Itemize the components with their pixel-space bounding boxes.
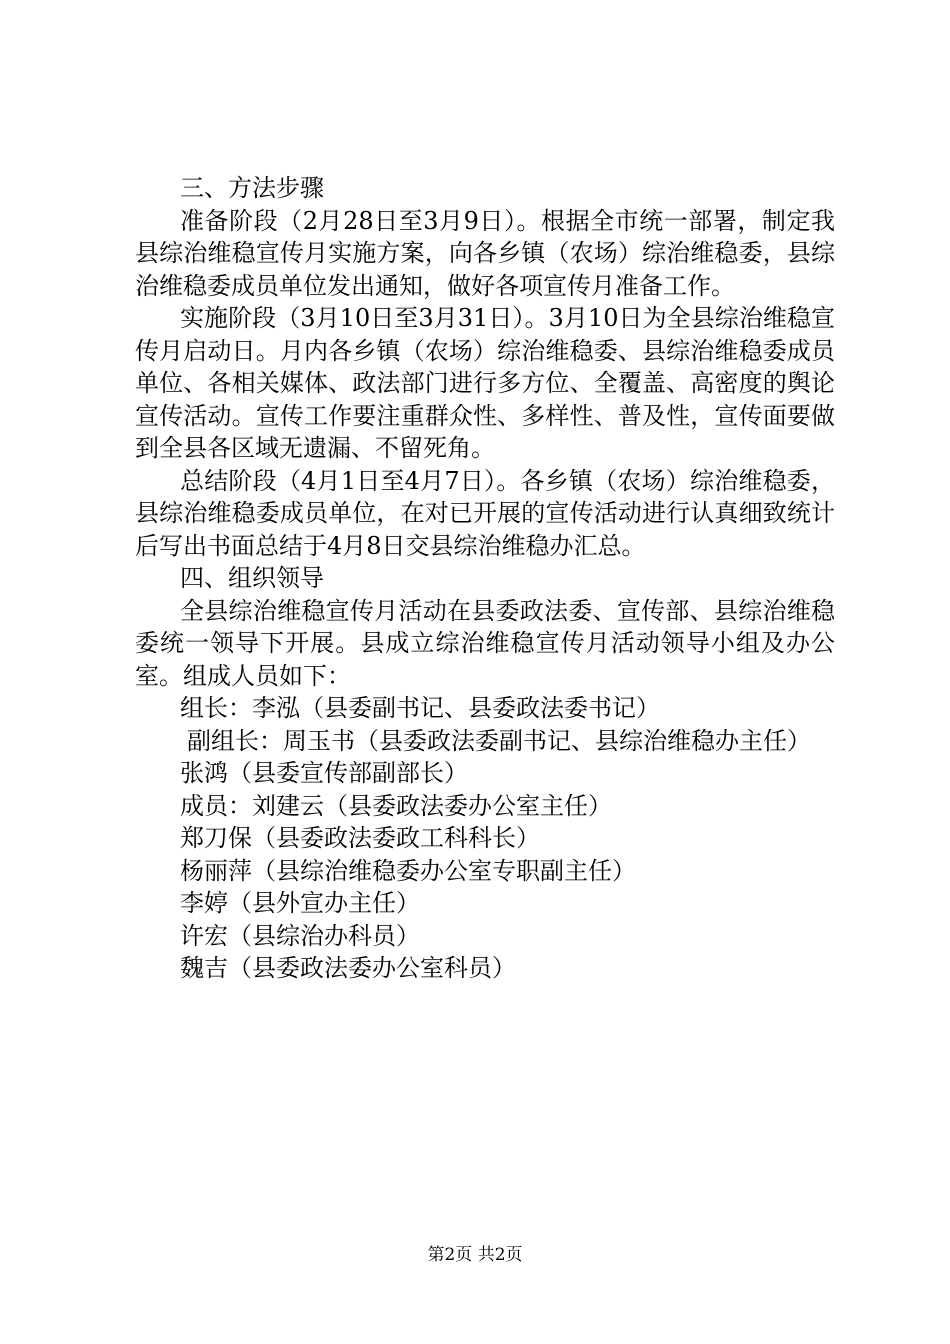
section-heading-methods: 三、方法步骤: [180, 174, 324, 202]
document-body: [135, 172, 835, 985]
member-deputy-leader: 副组长：周玉书（县委政法委副书记、县综治维稳办主任）: [187, 726, 811, 755]
member-item: 杨丽萍（县综治维稳委办公室专职副主任）: [180, 856, 636, 885]
page-number-label: 第2页 共2页: [427, 1245, 523, 1265]
member-item: 许宏（县综治办科员）: [180, 921, 420, 950]
member-item: 魏吉（县委政法委办公室科员）: [180, 954, 516, 982]
paragraph-summary-stage: 总结阶段（4月1日至4月7日）。各乡镇（农场）综治维稳委，县综治维稳委成员单位，在对已开展的宣传活动进行认真细致统计后写出书面总结于4月8日交县综治维稳办汇总。: [135, 466, 835, 560]
paragraph-implementation-stage: 实施阶段（3月10日至3月31日）。3月10日为全县综治维稳宣传月启动日。月内各乡镇（农场）综治维稳委、县综治维稳委成员单位、各相关媒体、政法部门进行多方位、全覆盖、高密度的舆论宣传活动。宣传工作要注重群众性、多样性、普及性，宣传面要做到全县各区域无遗漏、不留死角。: [135, 304, 835, 462]
section-heading-leadership: 四、组织领导: [180, 564, 324, 592]
member-list-start: 成员：刘建云（县委政法委办公室主任）: [180, 791, 612, 820]
paragraph-preparation-stage: 准备阶段（2月28日至3月9日）。根据全市统一部署，制定我县综治维稳宣传月实施方案，向各乡镇（农场）综治维稳委，县综治维稳委成员单位发出通知，做好各项宣传月准备工作。: [135, 206, 835, 300]
member-deputy-leader-2: 张鸿（县委宣传部副部长）: [180, 759, 468, 787]
paragraph-leadership-intro: 全县综治维稳宣传月活动在县委政法委、宣传部、县综治维稳委统一领导下开展。县成立综治维稳宣传月活动领导小组及办公室。组成人员如下：: [135, 596, 835, 690]
member-item: 郑刀保（县委政法委政工科科长）: [180, 824, 540, 852]
member-team-leader: 组长：李泓（县委副书记、县委政法委书记）: [180, 694, 660, 722]
member-item: 李婷（县外宣办主任）: [180, 889, 420, 917]
page-footer: [0, 1243, 950, 1267]
